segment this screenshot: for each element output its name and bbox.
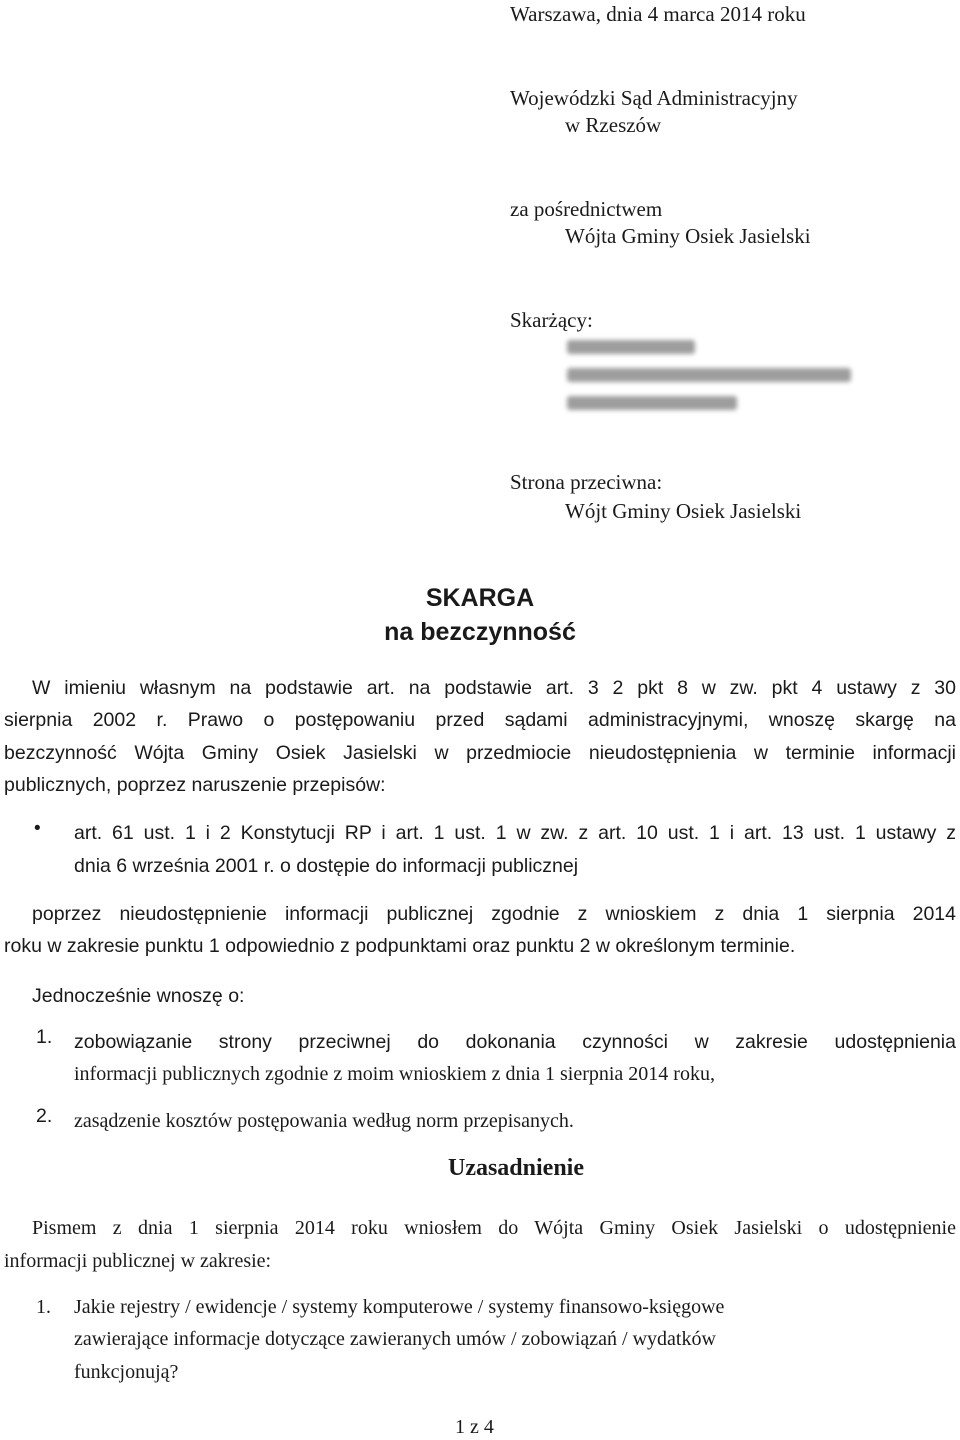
bullet-line-1: art. 61 ust. 1 i 2 Konstytucji RP i art. 1 ust. 1 w zw. z art. 10 ust. 1 i art. 13 ust. 1 ustawy z — [74, 822, 956, 844]
request-2-line-1: zasądzenie kosztów postępowania według norm przepisanych. — [74, 1110, 574, 1132]
question-number-1: 1. — [36, 1296, 51, 1318]
violation-line-2: roku w zakresie punktu 1 odpowiednio z podpunktami oraz punktu 2 w określonym terminie. — [4, 935, 796, 957]
requests-intro: Jednocześnie wnoszę o: — [32, 985, 245, 1007]
violation-line-1: poprzez nieudostępnienie informacji publicznej zgodnie z wnioskiem z dnia 1 sierpnia 2014 — [32, 903, 956, 925]
intro-line-4: publicznych, poprzez naruszenie przepisów: — [4, 774, 386, 796]
via-label: za pośrednictwem — [510, 197, 663, 221]
justification-line-2: informacji publicznej w zakresie: — [4, 1250, 272, 1272]
court-city: w Rzeszów — [565, 113, 662, 137]
document-subtitle: na bezczynność — [384, 618, 576, 646]
complainant-label: Skarżący: — [510, 308, 593, 332]
court-name: Wojewódzki Sąd Administracyjny — [510, 86, 798, 110]
intro-line-1: W imieniu własnym na podstawie art. na podstawie art. 3 2 pkt 8 w zw. pkt 4 ustawy z 30 — [32, 677, 956, 699]
request-1-line-2: informacji publicznych zgodnie z moim wnioskiem z dnia 1 sierpnia 2014 roku, — [74, 1063, 715, 1085]
request-1-line-1: zobowiązanie strony przeciwnej do dokonania czynności w zakresie udostępnienia — [74, 1031, 956, 1053]
opponent-name: Wójt Gminy Osiek Jasielski — [565, 499, 802, 523]
justification-title: Uzasadnienie — [447, 1155, 584, 1181]
opponent-label: Strona przeciwna: — [510, 470, 663, 494]
request-number-2: 2. — [36, 1105, 53, 1127]
question-1-line-2: zawierające informacje dotyczące zawieranych umów / zobowiązań / wydatków — [74, 1328, 716, 1350]
page-number: 1 z 4 — [455, 1416, 494, 1438]
bullet-line-2: dnia 6 września 2001 r. o dostępie do informacji publicznej — [74, 855, 579, 877]
date-line: Warszawa, dnia 4 marca 2014 roku — [510, 2, 806, 26]
intro-line-3: bezczynność Wójta Gminy Osiek Jasielski w przedmiocie nieudostępnienia w terminie informacji — [4, 742, 956, 764]
question-1-line-1: Jakie rejestry / ewidencje / systemy komputerowe / systemy finansowo-księgowe — [74, 1296, 725, 1318]
via-authority: Wójta Gminy Osiek Jasielski — [565, 224, 811, 248]
intro-line-2: sierpnia 2002 r. Prawo o postępowaniu przed sądami administracyjnymi, wnoszę skargę na — [4, 709, 956, 731]
justification-line-1: Pismem z dnia 1 sierpnia 2014 roku wniosłem do Wójta Gminy Osiek Jasielski o udostępnienie — [32, 1217, 956, 1239]
bullet-dot: • — [34, 818, 41, 839]
question-1-line-3: funkcjonują? — [74, 1361, 179, 1383]
request-number-1: 1. — [36, 1026, 53, 1048]
document-title: SKARGA — [425, 584, 535, 612]
